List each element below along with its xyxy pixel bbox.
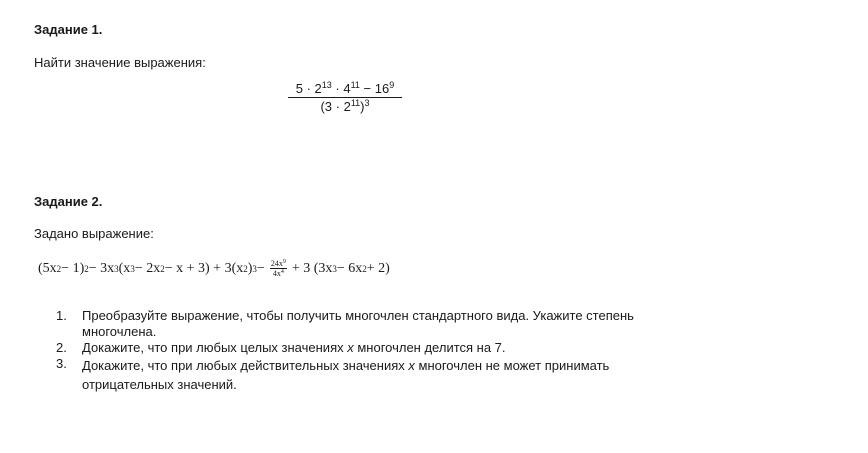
list-item-number: 2. — [56, 340, 67, 355]
task1-heading: Задание 1. — [34, 22, 103, 37]
list-item-text: Докажите, что при любых целых значениях x многочлен делится на 7. — [82, 340, 506, 355]
task2-expression: (5x 2 − 1) 2 − 3x 3 (x 3 − 2x 2 − x + 3) + 3(x 2 ) 3 − $\frac{24x^9}{4x^4}$ + 3 (3x 3 − 6x 2 + 2) — [38, 259, 390, 278]
task2-heading: Задание 2. — [34, 194, 103, 209]
list-item — [56, 308, 676, 340]
task2-inline-fraction: $\frac{24x^9}{4x^4}$ — [270, 259, 286, 278]
task2-instruction: Задано выражение: — [34, 226, 154, 241]
task2-question-list — [56, 308, 676, 394]
list-item-number: 1. — [56, 308, 67, 323]
list-item-text: Докажите, что при любых действительных значениях x многочлен не может принимать отрицательных значений. — [82, 358, 610, 392]
list-item-text: Преобразуйте выражение, чтобы получить многочлен стандартного вида. Укажите степень многочлена. — [82, 308, 634, 339]
list-item — [56, 356, 676, 394]
task1-instruction: Найти значение выражения: — [34, 55, 206, 70]
task1-fraction — [288, 81, 402, 114]
task1-denominator: $(3 \cdot 2^{11})^3$ — [320, 98, 370, 114]
task1-numerator: $5 \cdot 2^{13} \cdot 4^{11} - 16^9$ — [288, 81, 402, 98]
list-item-number: 3. — [56, 356, 67, 371]
list-item — [56, 340, 676, 356]
